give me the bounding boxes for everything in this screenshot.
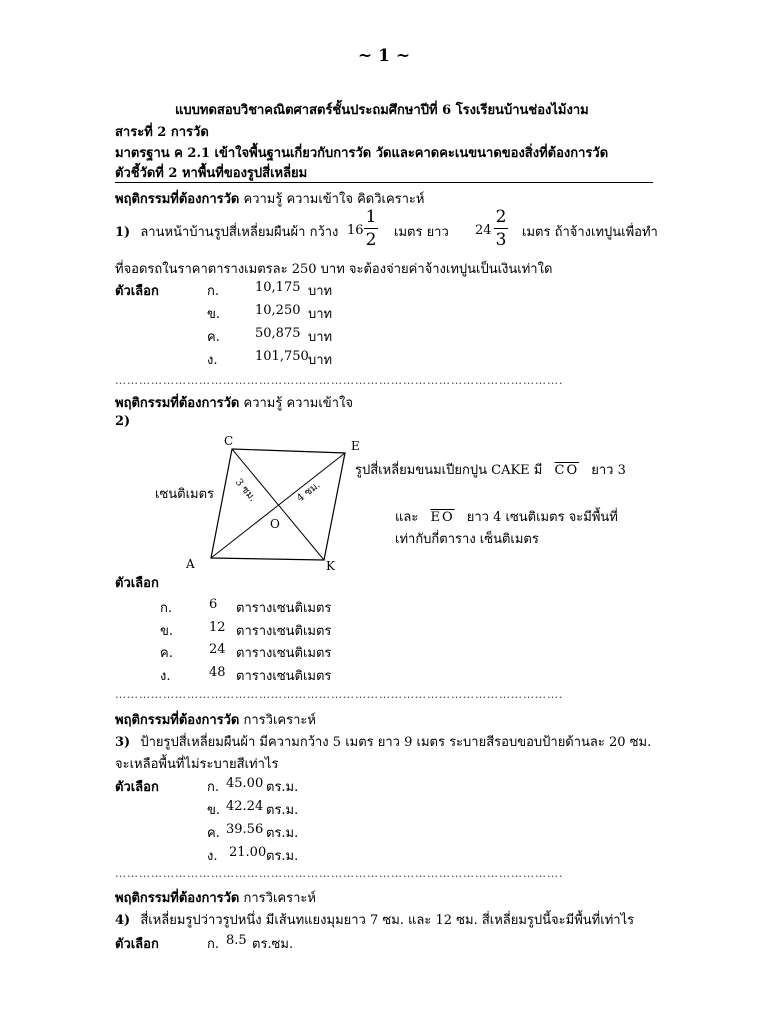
q3-choices-label: ตัวเลือก — [115, 780, 159, 795]
q2-choices-label: ตัวเลือก — [115, 576, 159, 591]
q1-width-whole: 16 — [347, 223, 364, 238]
co-length-label: 3 ซม. — [232, 476, 258, 504]
q2-text-d: และ — [395, 510, 419, 525]
q1-choice-c-unit: บาท — [308, 330, 333, 345]
q1-choice-a-unit: บาท — [308, 284, 333, 299]
q4-number: 4) — [115, 913, 131, 928]
rhombus-diagram — [170, 430, 370, 580]
diagonal-ck — [232, 449, 324, 560]
q1-text-c: เมตร ถ้าจ้างเทปูนเพื่อทำ — [522, 225, 658, 240]
q2-behavior — [115, 392, 353, 413]
q1-length-fraction — [494, 208, 508, 249]
q3-behavior-text: การวิเคราะห์ — [243, 713, 316, 728]
q4-choices-label: ตัวเลือก — [115, 937, 159, 952]
q2-choice-c-letter: ค. — [160, 646, 173, 661]
q3-number: 3) — [115, 735, 131, 750]
q3-choice-c-unit: ตร.ม. — [266, 826, 299, 841]
q4-behavior — [115, 887, 316, 908]
q3-choice-b-value: 42.24 — [226, 799, 264, 814]
q1-behavior-text: ความรู้ ความเข้าใจ คิดวิเคราะห์ — [243, 192, 425, 207]
q1-width-numerator: 1 — [365, 207, 377, 227]
q2-number: 2) — [115, 414, 131, 429]
separator-1: …………………………………………………………………………………………………. — [115, 374, 564, 387]
q2-choice-a-letter: ก. — [160, 601, 173, 616]
q3-behavior-label: พฤติกรรมที่ต้องการวัด — [115, 713, 240, 728]
q1-choice-c-value: 50,875 — [255, 326, 301, 341]
q1-behavior-label: พฤติกรรมที่ต้องการวัด — [115, 192, 240, 207]
vertex-a-label: A — [186, 557, 195, 571]
q1-choice-d-value: 101,750 — [255, 349, 309, 364]
q2-choice-d-value: 48 — [209, 665, 226, 680]
separator-3: …………………………………………………………………………………………………. — [115, 867, 564, 880]
q2-text-b: ยาว 3 — [591, 463, 626, 478]
eo-length-label: 4 ซม. — [295, 479, 323, 505]
strand-heading: สาระที่ 2 การวัด — [115, 125, 209, 140]
q1-length-denominator: 3 — [495, 230, 507, 250]
q3-choice-d-letter: ง. — [207, 849, 218, 864]
q3-line2: จะเหลือพื้นที่ไม่ระบายสีเท่าไร — [115, 757, 279, 772]
q1-choice-d-letter: ง. — [207, 353, 218, 368]
q1-behavior — [115, 188, 424, 209]
test-title: แบบทดสอบวิชาคณิตศาสตร์ชั้นประถมศึกษาปีที่ 6 โรงเรียนบ้านช่องไม้งาม — [175, 103, 589, 118]
q3-choice-d-unit: ตร.ม. — [266, 849, 299, 864]
q1-width-fraction — [364, 208, 378, 249]
q4-behavior-text: การวิเคราะห์ — [243, 891, 316, 906]
q2-behavior-text: ความรู้ ความเข้าใจ — [243, 396, 353, 411]
q1-number: 1) — [115, 225, 131, 240]
q2-segment-eo: $\overline{EO}$ — [430, 510, 455, 525]
q2-choice-a-unit: ตารางเซนติเมตร — [236, 601, 332, 616]
q3-line1: ป้ายรูปสี่เหลี่ยมผืนผ้า มีความกว้าง 5 เมตร ยาว 9 เมตร ระบายสีรอบขอบป้ายด้านละ 20 ซม. — [140, 735, 652, 750]
q1-choice-b-letter: ข. — [207, 307, 221, 322]
q3-choice-a-value: 45.00 — [226, 776, 264, 791]
q3-choice-c-letter: ค. — [207, 826, 220, 841]
q2-behavior-label: พฤติกรรมที่ต้องการวัด — [115, 396, 240, 411]
q3-choice-b-unit: ตร.ม. — [266, 803, 299, 818]
q1-length-whole: 24 — [475, 223, 492, 238]
separator-2: …………………………………………………………………………………………………. — [115, 688, 564, 701]
q2-segment-co: $\overline{CO}$ — [554, 463, 580, 478]
q2-line1 — [355, 459, 626, 480]
q3-choice-a-unit: ตร.ม. — [266, 780, 299, 795]
q2-choice-c-unit: ตารางเซนติเมตร — [236, 646, 332, 661]
vertex-k-label: K — [326, 559, 335, 573]
header-divider — [115, 182, 653, 183]
vertex-c-label: C — [224, 434, 234, 448]
q1-choice-b-unit: บาท — [308, 307, 333, 322]
q2-text-c: เซนติเมตร — [155, 487, 215, 502]
q3-choice-c-value: 39.56 — [226, 822, 264, 837]
vertex-e-label: E — [351, 439, 360, 453]
q2-choice-d-letter: ง. — [160, 669, 171, 684]
q4-behavior-label: พฤติกรรมที่ต้องการวัด — [115, 891, 240, 906]
q4-line1-wrap — [115, 909, 634, 930]
q3-choice-a-letter: ก. — [207, 780, 220, 795]
center-o-label: O — [270, 517, 280, 531]
q4-choice-a-value: 8.5 — [226, 933, 247, 948]
q1-length-numerator: 2 — [495, 207, 507, 227]
diagonal-ea — [211, 453, 345, 558]
q3-choice-b-letter: ข. — [207, 803, 221, 818]
q2-choice-b-value: 12 — [209, 620, 226, 635]
q2-choice-b-unit: ตารางเซนติเมตร — [236, 624, 332, 639]
q1-width-denominator: 2 — [365, 230, 377, 250]
q1-line2: ที่จอดรถในราคาตารางเมตรละ 250 บาท จะต้องจ่ายค่าจ้างเทปูนเป็นเงินเท่าใด — [115, 262, 553, 277]
q2-choice-a-value: 6 — [209, 597, 218, 612]
q1-choice-b-value: 10,250 — [255, 303, 301, 318]
q1-choice-a-value: 10,175 — [255, 280, 301, 295]
q3-choice-d-value: 21.00 — [229, 845, 267, 860]
q2-choice-c-value: 24 — [209, 642, 226, 657]
q4-line1: สี่เหลี่ยมรูปว่าวรูปหนึ่ง มีเส้นทแยงมุมยาว 7 ซม. และ 12 ซม. สี่เหลี่ยมรูปนี้จะมีพื้นที่เท่าไร — [140, 913, 635, 928]
q2-text-e: ยาว 4 เซนติเมตร จะมีพื้นที่ — [466, 510, 618, 525]
q1-text-b: เมตร ยาว — [394, 225, 449, 240]
q2-text-a: รูปสี่เหลี่ยมขนมเปียกปูน CAKE มี — [355, 463, 543, 478]
q4-choice-a-unit: ตร.ซม. — [252, 937, 294, 952]
indicator-heading: ตัวชี้วัดที่ 2 หาพื้นที่ของรูปสี่เหลี่ยม — [115, 166, 308, 181]
q1-choice-a-letter: ก. — [207, 284, 220, 299]
q2-choice-b-letter: ข. — [160, 624, 174, 639]
q2-line2 — [395, 506, 618, 527]
page-number: ~ 1 ~ — [357, 46, 411, 66]
standard-heading: มาตรฐาน ค 2.1 เข้าใจพื้นฐานเกี่ยวกับการวัด วัดและคาดคะเนขนาดของสิ่งที่ต้องการวัด — [115, 146, 609, 161]
q4-choice-a-letter: ก. — [207, 937, 220, 952]
q2-text-f: เท่ากับกี่ตาราง เซ็นติเมตร — [395, 532, 539, 547]
q1-choices-label: ตัวเลือก — [115, 284, 159, 299]
q1-choice-c-letter: ค. — [207, 330, 220, 345]
q1-choice-d-unit: บาท — [308, 353, 333, 368]
q3-line1-wrap — [115, 731, 651, 752]
q1-text-a-wrap — [115, 221, 338, 242]
q1-text-a: ลานหน้าบ้านรูปสี่เหลี่ยมผืนผ้า กว้าง — [140, 225, 339, 240]
q3-behavior — [115, 709, 316, 730]
q2-choice-d-unit: ตารางเซนติเมตร — [236, 669, 332, 684]
